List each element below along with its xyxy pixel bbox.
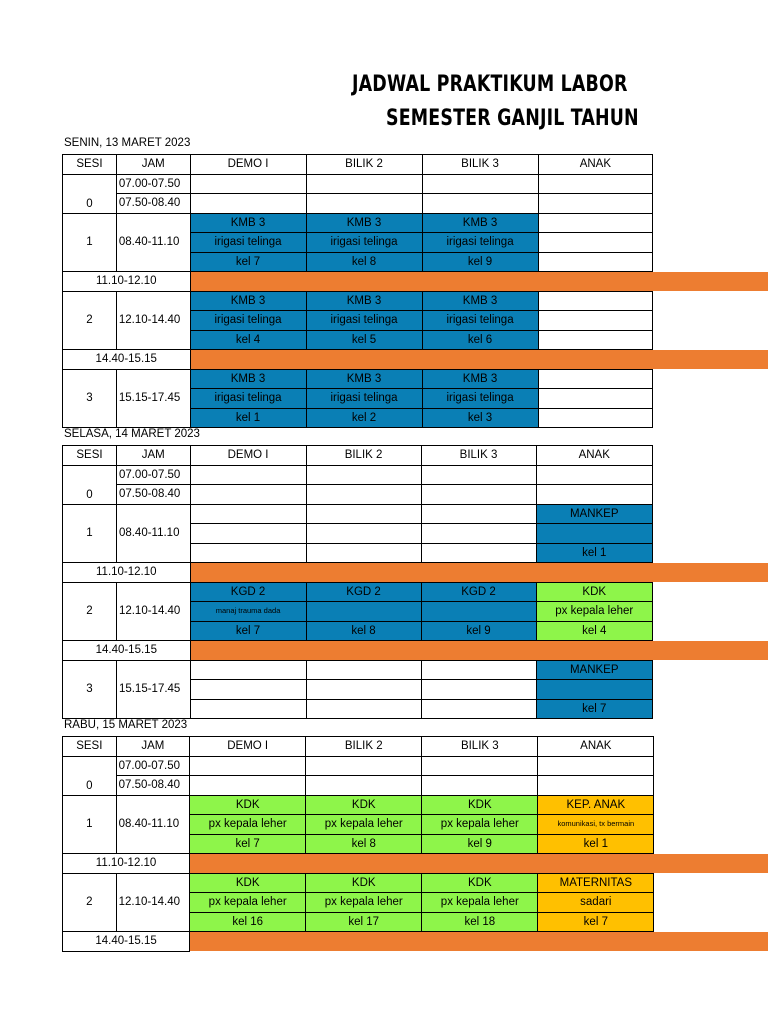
schedule-cell: kel 3 [422, 408, 538, 428]
jam-cell: 07.50-08.40 [116, 194, 190, 214]
schedule-cell: KDK [306, 795, 422, 815]
schedule-cell: KMB 3 [422, 291, 538, 311]
schedule-cell: kel 1 [536, 543, 653, 563]
schedule-cell: KMB 3 [306, 369, 422, 389]
header-jam: JAM [116, 155, 190, 175]
schedule-cell: kel 6 [422, 330, 538, 350]
break-time: 14.40-15.15 [63, 641, 191, 661]
header-sesi: SESI [63, 155, 117, 175]
empty-cell [538, 194, 653, 214]
schedule-cell [190, 504, 306, 524]
schedule-cell [538, 408, 653, 428]
sesi-number: 1 [63, 213, 117, 272]
schedule-cell: px kepala leher [422, 815, 538, 835]
day-label-senin: SENIN, 13 MARET 2023 [64, 137, 191, 149]
schedule-cell: kel 7 [190, 834, 306, 854]
schedule-cell: KMB 3 [190, 291, 306, 311]
schedule-cell: MANKEP [536, 660, 653, 680]
schedule-cell: kel 9 [421, 621, 536, 641]
table-row [63, 369, 768, 389]
schedule-cell: KMB 3 [422, 213, 538, 233]
break-bar [190, 563, 768, 583]
break-time: 14.40-15.15 [63, 932, 190, 952]
schedule-cell: irigasi telinga [306, 233, 422, 253]
header-demo: DEMO I [190, 155, 306, 175]
table-row [63, 213, 768, 233]
schedule-cell: irigasi telinga [306, 389, 422, 409]
schedule-cell: kel 2 [306, 408, 422, 428]
jam-cell: 08.40-11.10 [116, 213, 190, 272]
empty-cell [306, 756, 422, 776]
sesi-number: 1 [63, 504, 117, 563]
schedule-cell: KMB 3 [422, 369, 538, 389]
schedule-table-rabu [62, 736, 768, 952]
day-label-rabu: RABU, 15 MARET 2023 [64, 719, 188, 731]
schedule-cell: kel 7 [190, 252, 306, 272]
break-bar [190, 932, 768, 952]
table-row [63, 504, 768, 524]
break-row [63, 641, 768, 661]
schedule-cell: irigasi telinga [422, 311, 538, 331]
schedule-cell: kel 7 [536, 699, 653, 719]
schedule-cell: KGD 2 [421, 582, 536, 602]
schedule-cell [536, 680, 653, 700]
empty-cell [190, 756, 306, 776]
schedule-cell [538, 252, 653, 272]
empty-cell [421, 465, 536, 485]
schedule-cell: sadari [538, 893, 654, 913]
schedule-cell [421, 680, 536, 700]
break-row [63, 350, 768, 370]
schedule-cell [538, 389, 653, 409]
schedule-cell: irigasi telinga [190, 233, 306, 253]
schedule-cell: kel 9 [422, 834, 538, 854]
schedule-cell: KMB 3 [190, 369, 306, 389]
schedule-cell: MATERNITAS [538, 873, 654, 893]
schedule-cell: irigasi telinga [306, 311, 422, 331]
break-row [63, 563, 768, 583]
break-bar [190, 272, 768, 292]
schedule-cell: kel 8 [306, 621, 421, 641]
schedule-cell: kel 1 [190, 408, 306, 428]
empty-cell [421, 485, 536, 505]
table-row [63, 756, 768, 776]
sesi-number: 3 [63, 369, 117, 428]
schedule-cell: kel 9 [422, 252, 538, 272]
schedule-cell: px kepala leher [306, 815, 422, 835]
schedule-cell: irigasi telinga [422, 233, 538, 253]
schedule-table-selasa [62, 445, 768, 719]
jam-cell: 12.10-14.40 [116, 291, 190, 350]
schedule-table-senin [62, 154, 768, 428]
schedule-cell [306, 543, 421, 563]
schedule-cell: KDK [422, 795, 538, 815]
schedule-cell: KGD 2 [306, 582, 421, 602]
table-row [63, 795, 768, 815]
sesi-number: 2 [63, 582, 117, 641]
schedule-cell: kel 4 [536, 621, 653, 641]
empty-cell [422, 776, 538, 796]
schedule-cell [306, 524, 421, 544]
schedule-cell: irigasi telinga [422, 389, 538, 409]
header-bilik2: BILIK 2 [306, 446, 421, 466]
schedule-cell [538, 213, 653, 233]
header-row [63, 155, 768, 175]
header-sesi: SESI [63, 737, 117, 757]
sesi-number: 2 [63, 873, 117, 932]
break-time: 11.10-12.10 [63, 563, 191, 583]
header-sesi: SESI [63, 446, 117, 466]
schedule-cell [306, 602, 421, 622]
header-bilik2: BILIK 2 [306, 737, 422, 757]
empty-cell [190, 485, 306, 505]
empty-cell [306, 465, 421, 485]
break-time: 11.10-12.10 [63, 854, 190, 874]
table-row [63, 485, 768, 505]
schedule-cell [306, 504, 421, 524]
jam-cell: 12.10-14.40 [116, 873, 190, 932]
schedule-cell: KDK [190, 795, 306, 815]
schedule-cell: px kepala leher [536, 602, 653, 622]
empty-cell [190, 465, 306, 485]
schedule-cell: KDK [306, 873, 422, 893]
empty-cell [538, 776, 654, 796]
schedule-cell: KGD 2 [190, 582, 306, 602]
table-row [63, 465, 768, 485]
schedule-cell: kel 5 [306, 330, 422, 350]
jam-cell: 12.10-14.40 [116, 582, 190, 641]
break-row [63, 854, 768, 874]
schedule-cell: kel 7 [538, 912, 654, 932]
schedule-cell [190, 660, 306, 680]
schedule-cell [190, 543, 306, 563]
jam-cell: 07.00-07.50 [116, 465, 190, 485]
sesi-number: 0 [63, 756, 117, 795]
schedule-cell: kel 4 [190, 330, 306, 350]
header-jam: JAM [116, 737, 190, 757]
table-row [63, 291, 768, 311]
schedule-cell: kel 8 [306, 252, 422, 272]
sesi-number: 0 [63, 465, 117, 504]
break-bar [190, 350, 768, 370]
schedule-cell: kel 1 [538, 834, 654, 854]
empty-cell [538, 756, 654, 776]
schedule-cell [190, 680, 306, 700]
table-row [63, 776, 768, 796]
empty-cell [306, 194, 422, 214]
header-anak: ANAK [536, 446, 653, 466]
empty-cell [422, 174, 538, 194]
break-time: 14.40-15.15 [63, 350, 191, 370]
schedule-cell: KMB 3 [190, 213, 306, 233]
schedule-cell [306, 680, 421, 700]
header-anak: ANAK [538, 155, 653, 175]
schedule-cell: KDK [536, 582, 653, 602]
table-row [63, 873, 768, 893]
schedule-cell [421, 543, 536, 563]
header-bilik2: BILIK 2 [306, 155, 422, 175]
header-anak: ANAK [538, 737, 654, 757]
empty-cell [190, 776, 306, 796]
schedule-cell [421, 524, 536, 544]
schedule-cell: kel 18 [422, 912, 538, 932]
jam-cell: 07.00-07.50 [116, 174, 190, 194]
schedule-cell: px kepala leher [306, 893, 422, 913]
schedule-cell [190, 699, 306, 719]
schedule-cell [538, 233, 653, 253]
header-demo: DEMO I [190, 737, 306, 757]
schedule-cell [421, 602, 536, 622]
schedule-cell [306, 660, 421, 680]
schedule-cell: kel 8 [306, 834, 422, 854]
schedule-cell: px kepala leher [422, 893, 538, 913]
jam-cell: 07.50-08.40 [116, 776, 190, 796]
schedule-cell: KEP. ANAK [538, 795, 654, 815]
sesi-number: 0 [63, 174, 117, 213]
table-row [63, 582, 768, 602]
schedule-cell: KDK [190, 873, 306, 893]
schedule-cell [538, 330, 653, 350]
schedule-cell: irigasi telinga [190, 311, 306, 331]
empty-cell [536, 485, 653, 505]
jam-cell: 08.40-11.10 [116, 504, 190, 563]
schedule-cell: KMB 3 [306, 291, 422, 311]
header-jam: JAM [116, 446, 190, 466]
sesi-number: 1 [63, 795, 117, 854]
page-subtitle: SEMESTER GANJIL TAHUN [386, 106, 639, 131]
schedule-cell: MANKEP [536, 504, 653, 524]
day-label-selasa: SELASA, 14 MARET 2023 [64, 428, 200, 440]
table-row [63, 194, 768, 214]
header-bilik3: BILIK 3 [422, 155, 538, 175]
schedule-cell [538, 311, 653, 331]
sesi-number: 2 [63, 291, 117, 350]
schedule-cell: kel 17 [306, 912, 422, 932]
schedule-cell [421, 699, 536, 719]
break-row [63, 272, 768, 292]
sesi-number: 3 [63, 660, 117, 719]
schedule-cell [421, 504, 536, 524]
empty-cell [536, 465, 653, 485]
schedule-cell [536, 524, 653, 544]
jam-cell: 15.15-17.45 [116, 369, 190, 428]
empty-cell [190, 194, 306, 214]
table-row [63, 174, 768, 194]
jam-cell: 07.00-07.50 [116, 756, 190, 776]
schedule-cell: KMB 3 [306, 213, 422, 233]
schedule-cell [306, 699, 421, 719]
jam-cell: 15.15-17.45 [116, 660, 190, 719]
empty-cell [422, 756, 538, 776]
schedule-cell: kel 7 [190, 621, 306, 641]
schedule-cell: px kepala leher [190, 893, 306, 913]
header-row [63, 446, 768, 466]
empty-cell [306, 174, 422, 194]
schedule-cell [538, 369, 653, 389]
header-demo: DEMO I [190, 446, 306, 466]
header-bilik3: BILIK 3 [422, 737, 538, 757]
schedule-cell [538, 291, 653, 311]
schedule-cell: irigasi telinga [190, 389, 306, 409]
empty-cell [306, 485, 421, 505]
break-bar [190, 641, 768, 661]
table-row [63, 660, 768, 680]
schedule-cell: kel 16 [190, 912, 306, 932]
empty-cell [306, 776, 422, 796]
jam-cell: 08.40-11.10 [116, 795, 190, 854]
schedule-cell [421, 660, 536, 680]
schedule-cell: manaj trauma dada [190, 602, 306, 622]
empty-cell [190, 174, 306, 194]
header-row [63, 737, 768, 757]
break-bar [190, 854, 768, 874]
page-title: JADWAL PRAKTIKUM LABOR [352, 72, 628, 97]
empty-cell [538, 174, 653, 194]
jam-cell: 07.50-08.40 [116, 485, 190, 505]
header-bilik3: BILIK 3 [421, 446, 536, 466]
schedule-cell [190, 524, 306, 544]
schedule-cell: px kepala leher [190, 815, 306, 835]
break-time: 11.10-12.10 [63, 272, 191, 292]
schedule-cell: KDK [422, 873, 538, 893]
empty-cell [422, 194, 538, 214]
schedule-cell: komunikasi, tx bermain [538, 815, 654, 835]
break-row [63, 932, 768, 952]
